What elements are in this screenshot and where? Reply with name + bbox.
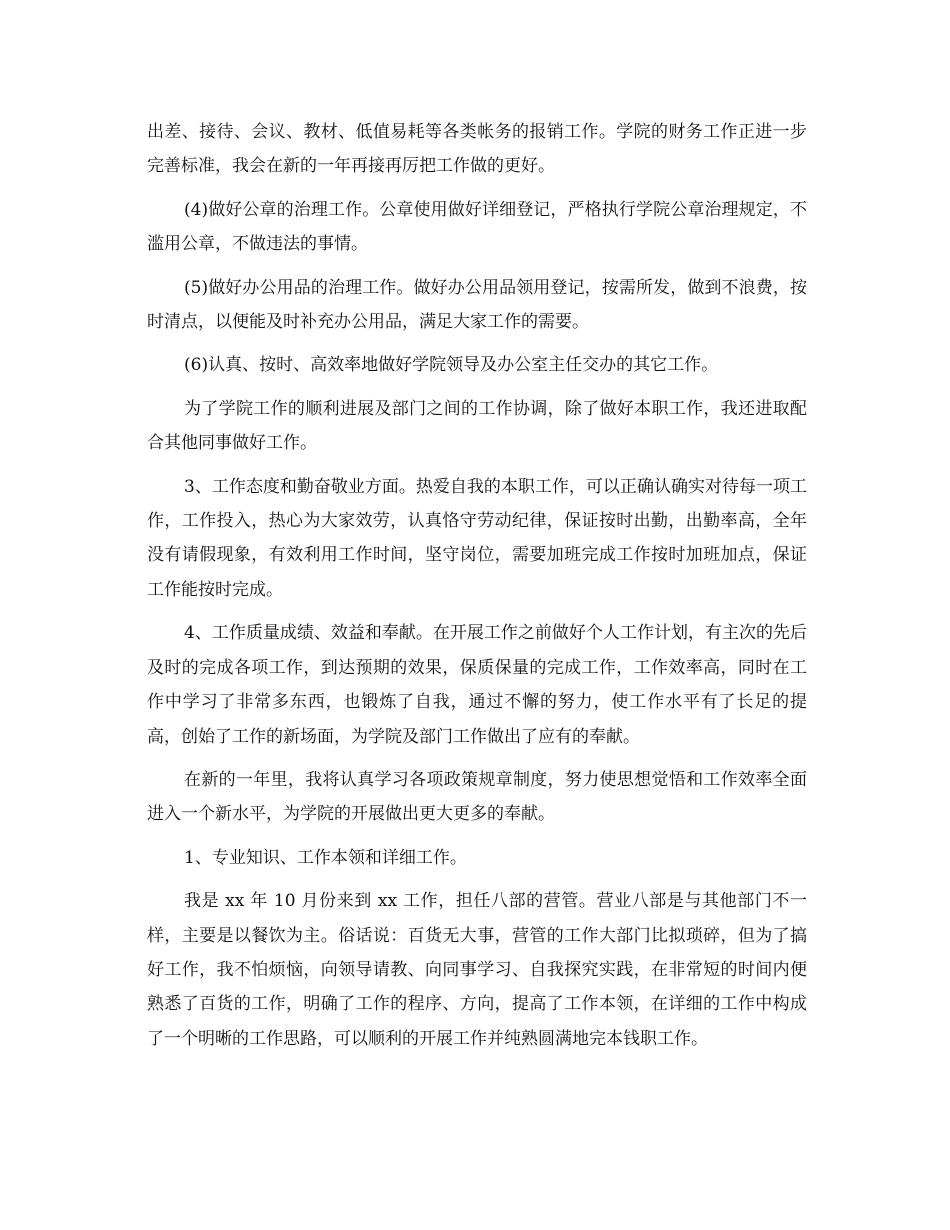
paragraph: 我是 xx 年 10 月份来到 xx 工作，担任八部的营管。营业八部是与其他部门不一样，主要是以餐饮为主。俗话说：百货无大事，营管的工作大部门比拟琐碎，但为了搞好工作，我不怕烦恼，向领导请教、向同事学习、自我探究实践，在非常短的时间内便熟悉了百货的工作，明确了工作的程序、方向，提高了工作本领，在详细的工作中构成了一个明晰的工作思路，可以顺利的开展工作并纯熟圆满地完本钱职工作。 bbox=[147, 891, 807, 1049]
paragraph: (4)做好公章的治理工作。公章使用做好详细登记，严格执行学院公章治理规定，不滥用公章，不做违法的事情。 bbox=[147, 199, 807, 255]
paragraph: 出差、接待、会议、教材、低值易耗等各类帐务的报销工作。学院的财务工作正进一步完善标准，我会在新的一年再接再厉把工作做的更好。 bbox=[147, 122, 807, 177]
paragraph: 为了学院工作的顺利进展及部门之间的工作协调，除了做好本职工作，我还进取配合其他同事做好工作。 bbox=[147, 398, 807, 454]
paragraph: 4、工作质量成绩、效益和奉献。在开展工作之前做好个人工作计划，有主次的先后及时的完成各项工作，到达预期的效果，保质保量的完成工作，工作效率高，同时在工作中学习了非常多东西，也锻炼了自我，通过不懈的努力，使工作水平有了长足的提高，创始了工作的新场面，为学院及部门工作做出了应有的奉献。 bbox=[147, 623, 807, 747]
paragraph: (5)做好办公用品的治理工作。做好办公用品领用登记，按需所发，做到不浪费，按时清点，以便能及时补充办公用品，满足大家工作的需要。 bbox=[147, 277, 807, 333]
document-page bbox=[147, 115, 807, 1065]
paragraph: 在新的一年里，我将认真学习各项政策规章制度，努力使思想觉悟和工作效率全面进入一个新水平，为学院的开展做出更大更多的奉献。 bbox=[147, 769, 807, 825]
paragraph: 1、专业知识、工作本领和详细工作。 bbox=[184, 847, 467, 868]
paragraph: 3、工作态度和勤奋敬业方面。热爱自我的本职工作，可以正确认确实对待每一项工作，工作投入，热心为大家效劳，认真恪守劳动纪律，保证按时出勤，出勤率高，全年没有请假现象，有效利用工作时间，坚守岗位，需要加班完成工作按时加班加点，保证工作能按时完成。 bbox=[147, 476, 807, 600]
paragraph: (6)认真、按时、高效率地做好学院领导及办公室主任交办的其它工作。 bbox=[184, 355, 719, 376]
